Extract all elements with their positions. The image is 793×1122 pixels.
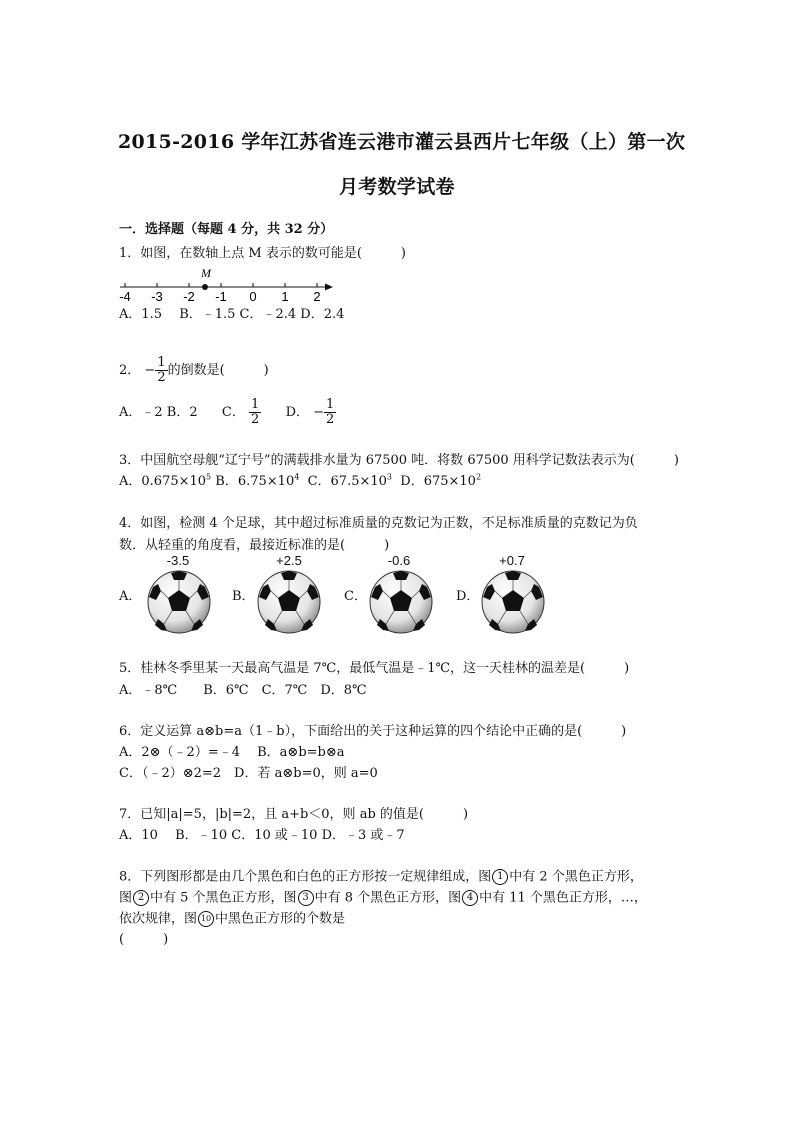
q8-line-3-text-b: 中黑色正方形的个数是: [215, 911, 346, 927]
section-heading: 一．选择题（每题 4 分，共 32 分）: [119, 222, 334, 237]
circled-number-4: 4: [462, 890, 478, 906]
q2-stem: [119, 356, 269, 385]
q2-option-ab: A．﹣2 B．2: [119, 405, 198, 420]
q2-options: [119, 398, 336, 427]
q3-option-d-exponent: 2: [475, 472, 482, 482]
q3-options: [119, 474, 481, 490]
q2-option-c-denominator: 2: [251, 412, 260, 427]
q8-line-2-text-a: 图: [119, 890, 133, 906]
q3-option-a-exponent: 5: [206, 472, 212, 482]
q2-rest: 的倒数是( ): [167, 363, 269, 378]
number-line-tick-label: -2: [183, 289, 195, 302]
q4-stem-line-2: 数．从轻重的角度看，最接近标准的是( ): [119, 538, 390, 553]
q2-fraction-denominator: 2: [157, 370, 166, 385]
q2-fraction-numerator: 1: [157, 355, 166, 370]
point-m-label: M: [201, 266, 211, 280]
q5-stem: 5．桂林冬季里某一天最高气温是 7℃，最低气温是﹣1℃，这一天桂林的温差是( ): [119, 661, 630, 676]
q7-options: A．10 B．﹣10 C．10 或﹣10 D．﹣3 或﹣7: [119, 828, 405, 843]
number-line-tick-label: -3: [151, 289, 163, 302]
soccer-ball-d-icon: [480, 569, 546, 635]
circled-number-2: 2: [133, 890, 149, 906]
circled-number-3: 3: [298, 890, 314, 906]
number-line-tick-label: -1: [215, 289, 227, 302]
q2-option-c-label: C．: [221, 405, 245, 420]
ball-b-letter: B．: [232, 589, 255, 604]
q1-stem: 1．如图，在数轴上点 M 表示的数可能是( ): [119, 246, 406, 261]
q6-options-line-1: A．2⊗（﹣2）=﹣4 B．a⊗b=b⊗a: [119, 745, 345, 760]
ball-b-value: +2.5: [276, 553, 302, 568]
soccer-ball-b-icon: [256, 569, 322, 635]
number-line-tick-label: 0: [249, 289, 257, 302]
q1-number-line: [115, 262, 345, 302]
q2-option-c-fraction: [249, 398, 261, 427]
ball-c-letter: C．: [344, 589, 367, 604]
circled-number-1: 1: [492, 869, 508, 885]
q8-line-1-text-b: 中有 2 个黑色正方形，: [509, 869, 643, 885]
q5-options: A．﹣8℃ B．6℃ C．7℃ D．8℃: [119, 683, 367, 698]
q8-line-2-text-c: 中有 8 个黑色正方形，图: [314, 890, 462, 906]
point-m: [202, 284, 208, 290]
number-line-arrow-icon: [325, 284, 333, 291]
q3-option-d: D．675×10: [400, 474, 476, 489]
q2-number: 2．: [119, 363, 141, 378]
q8-line-3-text-a: 依次规律，图: [119, 911, 198, 927]
q2-option-d-denominator: 2: [326, 412, 335, 427]
q8-line-2: [119, 890, 647, 907]
number-line-tick-label: 1: [281, 289, 289, 302]
soccer-ball-a-icon: [146, 569, 212, 635]
q8-line-1: [119, 869, 643, 886]
q1-options: A．1.5 B．﹣1.5 C．﹣2.4 D．2.4: [119, 307, 345, 322]
q3-option-a: A．0.675×10: [119, 474, 207, 489]
q8-line-2-text-b: 中有 5 个黑色正方形，图: [150, 890, 297, 906]
circled-number-10: 10: [198, 911, 214, 927]
q2-option-d-fraction: [324, 398, 336, 427]
ball-d-letter: D．: [456, 589, 480, 604]
q2-fraction: [155, 356, 167, 385]
q8-answer-blank: ( ): [119, 932, 169, 947]
number-line-tick-label: -4: [119, 289, 131, 302]
q2-option-d-minus: −: [313, 405, 325, 420]
ball-c-value: -0.6: [387, 553, 411, 568]
ball-a-value: -3.5: [166, 553, 190, 568]
ball-a-letter: A．: [119, 589, 142, 604]
ball-d-value: +0.7: [499, 553, 525, 568]
q8-line-2-text-d: 中有 11 个黑色正方形，…，: [479, 890, 647, 906]
q2-option-c-numerator: 1: [251, 397, 260, 412]
q3-option-b: B．6.75×10: [215, 474, 295, 489]
q7-stem: 7．已知|a|=5，|b|=2，且 a+b＜0，则 ab 的值是( ): [119, 807, 469, 822]
q6-options-line-2: C．（﹣2）⊗2=2 D．若 a⊗b=0，则 a=0: [119, 766, 378, 781]
q8-line-3: [119, 911, 345, 928]
q2-option-d-label: D．: [285, 405, 309, 420]
q2-minus: −: [144, 363, 156, 378]
q3-stem: 3．中国航空母舰“辽宁号”的满载排水量为 67500 吨．将数 67500 用科学记数法表示为( ): [119, 453, 679, 468]
number-line-tick-label: 2: [313, 289, 321, 302]
q2-option-d-numerator: 1: [326, 397, 335, 412]
q6-stem: 6．定义运算 a⊗b=a（1﹣b），下面给出的关于这种运算的四个结论中正确的是( ): [119, 724, 627, 739]
q4-stem-line-1: 4．如图，检测 4 个足球，其中超过标准质量的克数记为正数，不足标准质量的克数记为负: [119, 516, 638, 531]
q3-option-b-exponent: 4: [294, 472, 300, 482]
page-title-line-2: 月考数学试卷: [339, 176, 455, 198]
page-title-line-1: 2015-2016 学年江苏省连云港市灌云县西片七年级（上）第一次: [118, 131, 686, 153]
q3-option-c: C．67.5×10: [307, 474, 387, 489]
soccer-ball-c-icon: [368, 569, 434, 635]
q8-line-1-text-a: 8．下列图形都是由几个黑色和白色的正方形按一定规律组成，图: [119, 869, 492, 885]
q3-option-c-exponent: 3: [386, 472, 392, 482]
